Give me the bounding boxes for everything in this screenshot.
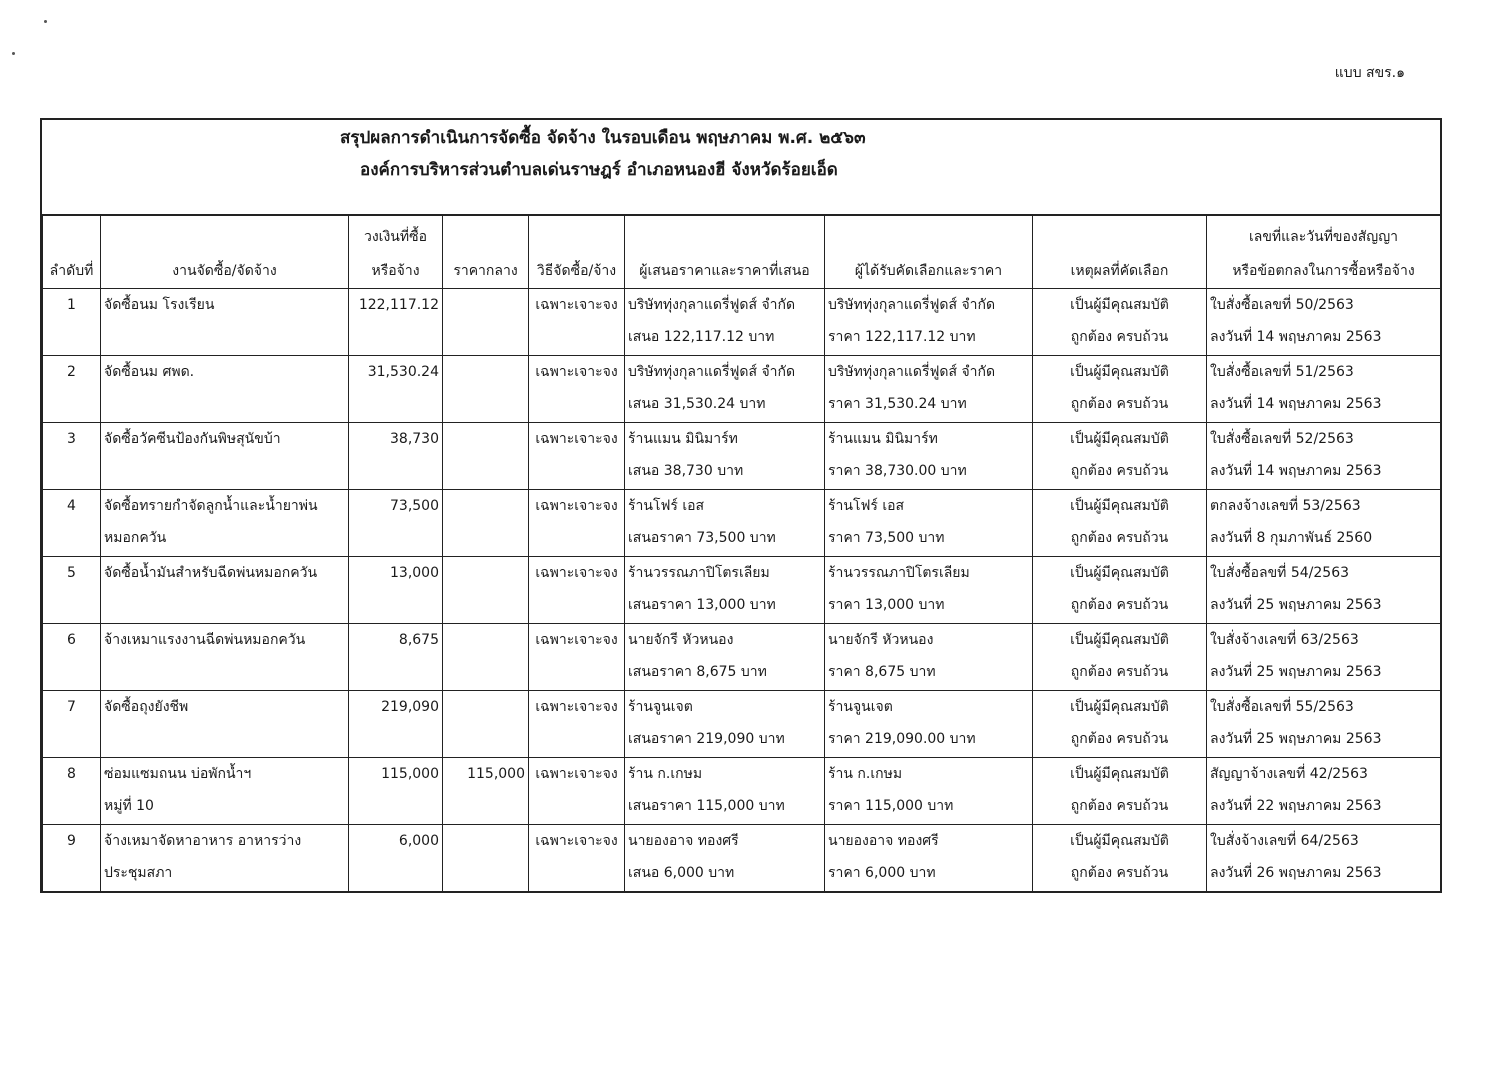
- cell-selected: นายองอาจ ทองศรี ราคา 6,000 บาท: [825, 825, 1033, 893]
- header-selected: ผู้ได้รับคัดเลือกและราคา: [825, 216, 1033, 289]
- cell-selected: ร้าน ก.เกษม ราคา 115,000 บาท: [825, 758, 1033, 825]
- cell-reason: เป็นผู้มีคุณสมบัติ ถูกต้อง ครบถ้วน: [1033, 423, 1207, 490]
- procurement-summary-sheet: [40, 118, 1442, 893]
- table-body: [43, 289, 1441, 893]
- cell-selected: ร้านโฟร์ เอส ราคา 73,500 บาท: [825, 490, 1033, 557]
- table-row: [43, 289, 1441, 356]
- cell-bidders: ร้านแมน มินิมาร์ท เสนอ 38,730 บาท: [625, 423, 825, 490]
- cell-bidders: ร้านโฟร์ เอส เสนอราคา 73,500 บาท: [625, 490, 825, 557]
- cell-budget: 115,000: [349, 758, 443, 825]
- cell-budget: 73,500: [349, 490, 443, 557]
- table-row: [43, 423, 1441, 490]
- cell-selected: บริษัททุ่งกุลาแดรี่ฟูดส์ จำกัด ราคา 31,530.24 บาท: [825, 356, 1033, 423]
- cell-selected: บริษัททุ่งกุลาแดรี่ฟูดส์ จำกัด ราคา 122,117.12 บาท: [825, 289, 1033, 356]
- header-budget-line1: วงเงินที่ซื้อ: [363, 229, 428, 245]
- header-bidders: ผู้เสนอราคาและราคาที่เสนอ: [625, 216, 825, 289]
- cell-method: เฉพาะเจาะจง: [529, 557, 625, 624]
- cell-budget: 8,675: [349, 624, 443, 691]
- header-budget-line2: หรือจ้าง: [371, 263, 420, 279]
- cell-work: จัดซื้อวัคซีนป้องกันพิษสุนัขบ้า: [101, 423, 349, 490]
- cell-median: [443, 691, 529, 758]
- cell-work: ซ่อมแซมถนน บ่อพักน้ำฯ หมู่ที่ 10: [101, 758, 349, 825]
- page-title: สรุปผลการดำเนินการจัดซื้อ จัดจ้าง ในรอบเดือน พฤษภาคม พ.ศ. ๒๕๖๓: [340, 128, 866, 148]
- cell-selected: ร้านจูนเจต ราคา 219,090.00 บาท: [825, 691, 1033, 758]
- cell-bidders: ร้านจูนเจต เสนอราคา 219,090 บาท: [625, 691, 825, 758]
- cell-method: เฉพาะเจาะจง: [529, 624, 625, 691]
- cell-budget: 13,000: [349, 557, 443, 624]
- cell-bidders: ร้าน ก.เกษม เสนอราคา 115,000 บาท: [625, 758, 825, 825]
- header-contract: [1207, 216, 1441, 289]
- cell-work: จัดซื้อน้ำมันสำหรับฉีดพ่นหมอกควัน: [101, 557, 349, 624]
- cell-reason: เป็นผู้มีคุณสมบัติ ถูกต้อง ครบถ้วน: [1033, 691, 1207, 758]
- cell-no: 8: [43, 758, 101, 825]
- speck: [12, 52, 15, 55]
- cell-work: จ้างเหมาจัดหาอาหาร อาหารว่าง ประชุมสภา: [101, 825, 349, 893]
- cell-selected: นายจักรี หัวหนอง ราคา 8,675 บาท: [825, 624, 1033, 691]
- cell-no: 2: [43, 356, 101, 423]
- cell-reason: เป็นผู้มีคุณสมบัติ ถูกต้อง ครบถ้วน: [1033, 289, 1207, 356]
- cell-work: จัดซื้อนม โรงเรียน: [101, 289, 349, 356]
- cell-no: 9: [43, 825, 101, 893]
- cell-median: [443, 356, 529, 423]
- cell-contract: ใบสั่งจ้างเลขที่ 63/2563 ลงวันที่ 25 พฤษภาคม 2563: [1207, 624, 1441, 691]
- cell-bidders: บริษัททุ่งกุลาแดรี่ฟูดส์ จำกัด เสนอ 122,117.12 บาท: [625, 289, 825, 356]
- cell-selected: ร้านแมน มินิมาร์ท ราคา 38,730.00 บาท: [825, 423, 1033, 490]
- table-row: [43, 557, 1441, 624]
- cell-budget: 31,530.24: [349, 356, 443, 423]
- cell-median: [443, 423, 529, 490]
- cell-median: [443, 557, 529, 624]
- cell-no: 6: [43, 624, 101, 691]
- cell-bidders: นายองอาจ ทองศรี เสนอ 6,000 บาท: [625, 825, 825, 893]
- cell-reason: เป็นผู้มีคุณสมบัติ ถูกต้อง ครบถ้วน: [1033, 557, 1207, 624]
- cell-no: 4: [43, 490, 101, 557]
- cell-median: [443, 624, 529, 691]
- cell-budget: 219,090: [349, 691, 443, 758]
- cell-contract: ตกลงจ้างเลขที่ 53/2563 ลงวันที่ 8 กุมภาพันธ์ 2560: [1207, 490, 1441, 557]
- header-contract-line2: หรือข้อตกลงในการซื้อหรือจ้าง: [1232, 263, 1415, 279]
- cell-method: เฉพาะเจาะจง: [529, 691, 625, 758]
- cell-method: เฉพาะเจาะจง: [529, 825, 625, 893]
- cell-method: เฉพาะเจาะจง: [529, 356, 625, 423]
- form-code: แบบ สขร.๑: [1334, 65, 1405, 81]
- cell-work: จ้างเหมาแรงงานฉีดพ่นหมอกควัน: [101, 624, 349, 691]
- cell-median: [443, 825, 529, 893]
- cell-reason: เป็นผู้มีคุณสมบัติ ถูกต้อง ครบถ้วน: [1033, 490, 1207, 557]
- cell-method: เฉพาะเจาะจง: [529, 758, 625, 825]
- cell-no: 1: [43, 289, 101, 356]
- cell-reason: เป็นผู้มีคุณสมบัติ ถูกต้อง ครบถ้วน: [1033, 758, 1207, 825]
- header-no: ลำดับที่: [43, 216, 101, 289]
- cell-bidders: ร้านวรรณภาปิโตรเลียม เสนอราคา 13,000 บาท: [625, 557, 825, 624]
- cell-work: จัดซื้อทรายกำจัดลูกน้ำและน้ำยาพ่น หมอกควัน: [101, 490, 349, 557]
- table-row: [43, 490, 1441, 557]
- cell-median: 115,000: [443, 758, 529, 825]
- sheet-header: [42, 120, 1440, 215]
- procurement-table: [42, 215, 1441, 893]
- cell-contract: ใบสั่งจ้างเลขที่ 64/2563 ลงวันที่ 26 พฤษภาคม 2563: [1207, 825, 1441, 893]
- organization-title: องค์การบริหารส่วนตำบลเด่นราษฎร์ อำเภอหนองฮี จังหวัดร้อยเอ็ด: [360, 160, 838, 180]
- speck: [44, 20, 47, 23]
- table-row: [43, 624, 1441, 691]
- cell-contract: ใบสั่งซื้อเลขที่ 52/2563 ลงวันที่ 14 พฤษภาคม 2563: [1207, 423, 1441, 490]
- cell-reason: เป็นผู้มีคุณสมบัติ ถูกต้อง ครบถ้วน: [1033, 624, 1207, 691]
- header-reason: เหตุผลที่คัดเลือก: [1033, 216, 1207, 289]
- cell-budget: 122,117.12: [349, 289, 443, 356]
- cell-no: 5: [43, 557, 101, 624]
- header-budget: [349, 216, 443, 289]
- header-contract-line1: เลขที่และวันที่ของสัญญา: [1248, 229, 1399, 245]
- cell-budget: 6,000: [349, 825, 443, 893]
- cell-work: จัดซื้อถุงยังชีพ: [101, 691, 349, 758]
- cell-selected: ร้านวรรณภาปิโตรเลียม ราคา 13,000 บาท: [825, 557, 1033, 624]
- cell-contract: ใบสั่งซื้อลขที่ 54/2563 ลงวันที่ 25 พฤษภาคม 2563: [1207, 557, 1441, 624]
- cell-no: 3: [43, 423, 101, 490]
- cell-contract: ใบสั่งซื้อเลขที่ 50/2563 ลงวันที่ 14 พฤษภาคม 2563: [1207, 289, 1441, 356]
- cell-bidders: บริษัททุ่งกุลาแดรี่ฟูดส์ จำกัด เสนอ 31,530.24 บาท: [625, 356, 825, 423]
- cell-method: เฉพาะเจาะจง: [529, 289, 625, 356]
- table-header-row: [43, 216, 1441, 289]
- cell-no: 7: [43, 691, 101, 758]
- cell-median: [443, 289, 529, 356]
- header-median: ราคากลาง: [443, 216, 529, 289]
- table-row: [43, 691, 1441, 758]
- table-row: [43, 825, 1441, 893]
- table-row: [43, 758, 1441, 825]
- cell-median: [443, 490, 529, 557]
- cell-contract: ใบสั่งซื้อเลขที่ 51/2563 ลงวันที่ 14 พฤษภาคม 2563: [1207, 356, 1441, 423]
- cell-budget: 38,730: [349, 423, 443, 490]
- cell-method: เฉพาะเจาะจง: [529, 423, 625, 490]
- cell-contract: สัญญาจ้างเลขที่ 42/2563 ลงวันที่ 22 พฤษภาคม 2563: [1207, 758, 1441, 825]
- cell-contract: ใบสั่งซื้อเลขที่ 55/2563 ลงวันที่ 25 พฤษภาคม 2563: [1207, 691, 1441, 758]
- table-row: [43, 356, 1441, 423]
- cell-bidders: นายจักรี หัวหนอง เสนอราคา 8,675 บาท: [625, 624, 825, 691]
- header-work: งานจัดซื้อ/จัดจ้าง: [101, 216, 349, 289]
- cell-work: จัดซื้อนม ศพด.: [101, 356, 349, 423]
- cell-reason: เป็นผู้มีคุณสมบัติ ถูกต้อง ครบถ้วน: [1033, 825, 1207, 893]
- header-method: วิธีจัดซื้อ/จ้าง: [529, 216, 625, 289]
- cell-reason: เป็นผู้มีคุณสมบัติ ถูกต้อง ครบถ้วน: [1033, 356, 1207, 423]
- cell-method: เฉพาะเจาะจง: [529, 490, 625, 557]
